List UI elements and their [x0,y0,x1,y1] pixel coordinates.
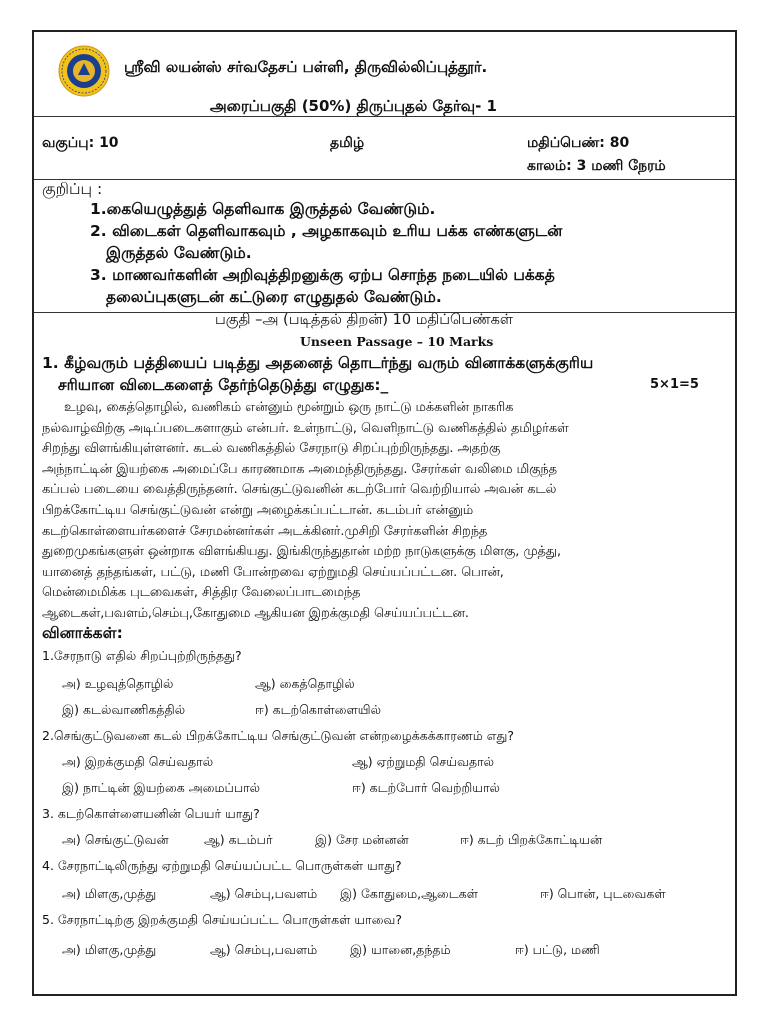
total-marks: மதிப்பெண்: 80 [527,135,630,151]
notes-heading: குறிப்பு : [42,180,103,198]
class-label: வகுப்பு: 10 [42,135,119,151]
option: இ) கோதுமை,ஆடைகள் [340,886,478,901]
exam-title: அரைப்பகுதி (50%) திருப்புதல் தேர்வு- 1 [210,97,497,115]
question-4: 4. சேரநாட்டிலிருந்து ஏற்றுமதி செய்யப்பட்ட பொருள்கள் யாது? [42,858,402,873]
duration: காலம்: 3 மணி நேரம் [527,158,666,174]
option: ஈ) கடற்போர் வெற்றியால் [352,780,500,795]
question-5: 5. சேரநாட்டிற்கு இறக்குமதி செய்யப்பட்ட பொருள்கள் யாவை? [42,912,402,927]
option: அ) உழவுத்தொழில் [62,676,174,691]
note-2-cont: இருத்தல் வேண்டும். [106,244,252,262]
school-name: ஸ்ரீவி லயன்ஸ் சர்வதேசப் பள்ளி, திருவில்லிப்புத்தூர். [124,58,488,76]
instruction-marks: 5×1=5 [650,377,699,392]
option: ஆ) கைத்தொழில் [255,676,355,691]
option: ஆ) கடம்பர் [204,832,273,847]
option: இ) சேர மன்னன் [315,832,409,847]
question-1: 1.சேரநாடு எதில் சிறப்புற்றிருந்தது? [42,648,242,663]
option: ஈ) பட்டு, மணி [515,942,600,957]
passage-line: சிறந்து விளங்கியுள்ளனர். கடல் வணிகத்தில் சேரநாடு சிறப்புற்றிருந்தது. அதற்கு [42,441,501,457]
passage-line: பிறக்கோட்டிய செங்குட்டுவன் என்று அழைக்கப்பட்டான். கடம்பர் என்னும் [42,502,474,518]
option: ஆ) செம்பு,பவளம் [210,886,318,901]
divider-line [34,179,735,180]
option: ஆ) செம்பு,பவளம் [210,942,318,957]
subject-label: தமிழ் [330,135,365,151]
passage-line: மென்மைமிக்க புடவைகள், சித்திர வேலைப்பாடமைந்த [42,585,361,601]
option: ஈ) கடற்கொள்ளையில் [255,702,381,717]
option: ஈ) கடற் பிறக்கோட்டியன் [460,832,603,847]
option: அ) மிளகு,முத்து [62,886,157,901]
passage-line: யானைத் தந்தங்கள், பட்டு, மணி போன்றவை ஏற்றுமதி செய்யப்பட்டன. பொன், [42,564,504,580]
passage-line: கப்பல் படையை வைத்திருந்தனர். செங்குட்டுவனின் கடற்போர் வெற்றியால் அவன் கடல் [42,482,557,498]
section-subtitle: Unseen Passage – 10 Marks [300,334,494,349]
passage-line: உழவு, கைத்தொழில், வணிகம் என்னும் மூன்றும் ஒரு நாட்டு மக்களின் நாகரிக [64,400,514,415]
note-2: 2. விடைகள் தெளிவாகவும் , அழகாகவும் உரிய பக்க எண்களுடன் [90,222,563,240]
note-1: 1.கையெழுத்துத் தெளிவாக இருத்தல் வேண்டும். [90,200,436,218]
instruction-line-1: 1. கீழ்வரும் பத்தியைப் படித்து அதனைத் தொடர்ந்து வரும் வினாக்களுக்குரிய [42,354,594,372]
option: ஆ) ஏற்றுமதி செய்வதால் [352,754,494,769]
passage [42,398,569,625]
note-3: 3. மாணவர்களின் அறிவுத்திறனுக்கு ஏற்ப சொந்த நடையில் பக்கத் [90,266,555,284]
passage-line: ஆடைகள்,பவளம்,செம்பு,கோதுமை ஆகியன இறக்குமதி செய்யப்பட்டன. [42,605,469,621]
option: இ) நாட்டின் இயற்கை அமைப்பால் [62,780,261,795]
question-2: 2.செங்குட்டுவனை கடல் பிறக்கோட்டிய செங்குட்டுவன் என்றழைக்கக்காரணம் எது? [42,728,514,743]
option: ஈ) பொன், புடவைகள் [540,886,666,901]
passage-line: நல்வாழ்விற்கு அடிப்படைகளாகும் என்பர். உள்நாட்டு, வெளிநாட்டு வணிகத்தில் தமிழர்கள் [42,420,569,436]
question-3: 3. கடற்கொள்ளையனின் பெயர் யாது? [42,806,260,821]
option: அ) இறக்குமதி செய்வதால் [62,754,214,769]
passage-line: அந்நாட்டின் இயற்கை அமைப்பே காரணமாக அமைந்திருந்தது. சேரர்கள் வலிமை மிகுந்த [42,461,557,477]
passage-line: கடற்கொள்ளையர்களைச் சேரமன்னர்கள் அடக்கினர்.முசிறி சேரர்களின் சிறந்த [42,523,488,539]
option: அ) செங்குட்டுவன் [62,832,169,847]
passage-line: துறைமுகங்களுள் ஒன்றாக விளங்கியது. இங்கிருந்துதான் மற்ற நாடுகளுக்கு மிளகு, முத்து, [42,544,562,560]
option: இ) யானை,தந்தம் [350,942,451,957]
note-3-cont: தலைப்புகளுடன் கட்டுரை எழுதுதல் வேண்டும். [106,288,442,306]
instruction-line-2: சரியான விடைகளைத் தேர்ந்தெடுத்து எழுதுக:_ [58,376,389,394]
section-title: பகுதி –அ (படித்தல் திறன்) 10 மதிப்பெண்கள் [215,312,513,328]
school-logo [58,45,110,97]
option: இ) கடல்வாணிகத்தில் [62,702,186,717]
option: அ) மிளகு,முத்து [62,942,157,957]
questions-heading: வினாக்கள்: [42,624,123,642]
